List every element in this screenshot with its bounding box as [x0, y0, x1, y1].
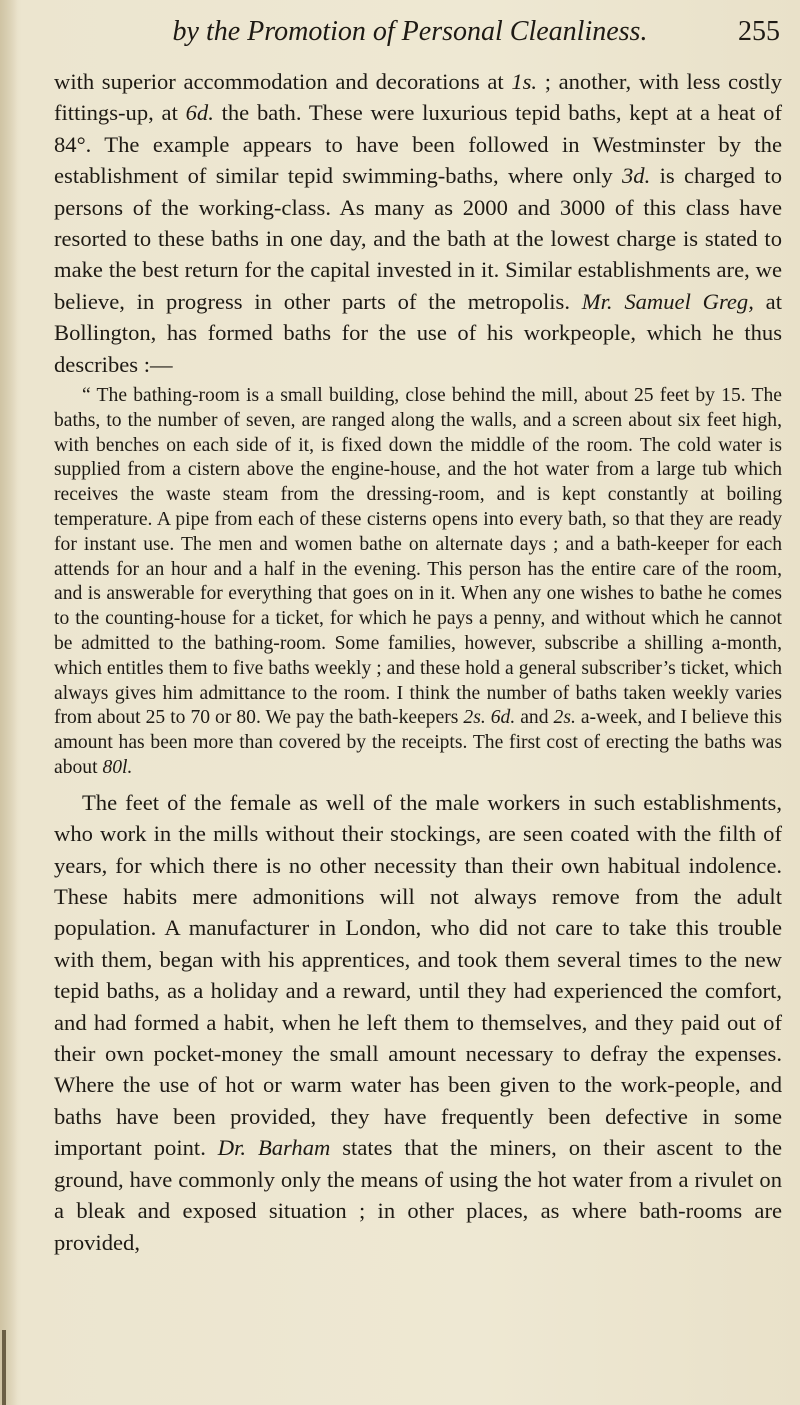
text-run: is charged to persons of the working-class. As many as 2000 and 3000 of this class have resorted to these baths in one day, and the bath at the lowest charge is stated to make the best return for the capital invested in it. Similar establishments are, we believe, in progress in other parts of the metropolis. — [54, 163, 782, 314]
block-quote — [54, 384, 782, 781]
spine-shadow — [0, 0, 18, 1405]
text-run: ; another, with less costly fittings-up, at — [54, 69, 782, 126]
body-text — [54, 66, 782, 1258]
text-run: with superior accommodation and decorations at — [54, 69, 512, 94]
page-number: 255 — [738, 16, 780, 47]
paragraph-baths-intro — [54, 66, 782, 380]
price-pence: 3d. — [622, 163, 651, 189]
text-run: the bath. These were luxurious tepid baths, kept at a heat of 84°. The example appears to have been followed in Westminster by the establishment of similar tepid swimming-baths, where only — [54, 100, 782, 189]
wage-amount: 2s. 6d. — [463, 707, 516, 729]
quote-text: and — [515, 707, 554, 729]
paragraph-female-workers — [54, 787, 782, 1258]
binding-edge-mark — [2, 1330, 6, 1405]
person-name: Mr. Samuel Greg, — [581, 288, 754, 314]
person-name: Dr. Barham — [217, 1135, 331, 1161]
wage-amount: 2s. — [553, 707, 576, 729]
running-head — [40, 12, 780, 52]
text-run: at Bollington, has formed baths for the use of his workpeople, which he thus describes :— — [54, 288, 782, 377]
price-pence: 6d. — [185, 100, 214, 126]
quote-text: “ The bathing-room is a small building, close behind the mill, about 25 feet by 15. The baths, to the number of seven, are ranged along the walls, and a screen about six feet high, with benches on each side of it, is fixed down the middle of the room. The cold water is supplied from a cistern above the engine-house, and the hot water from a large tub which receives the waste steam from the dressing-room, and is kept constantly at boiling temperature. A pipe from each of these cisterns opens into every bath, so that they are ready for instant use. The men and women bathe on alternate days ; and a bath-keeper for each attends for an hour and a half in the evening. This person has the entire care of the room, and is answerable for everything that goes on in it. When any one wishes to bathe he comes to the counting-house for a ticket, for which he pays a penny, and without which he cannot be admitted to the bathing-room. Some families, however, subscribe a shilling a-month, which entitles them to five baths weekly ; and these hold a general subscriber’s ticket, which always gives him admittance to the room. I think the number of baths taken weekly varies from about 25 to 70 or 80. We pay the bath-keepers — [54, 385, 782, 729]
text-run: states that the miners, on their ascent to the ground, have commonly only the means of using the hot water from a rivulet on a bleak and exposed situation ; in other places, as where bath-rooms are provided, — [54, 1135, 783, 1255]
text-run: The feet of the female as well of the male workers in such establishments, who work in the mills without their stockings, are seen coated with the filth of years, for which there is no other necessity than their own habitual indolence. These habits mere admonitions will not always remove from the adult population. A manufacturer in London, who did not care to take this trouble with them, began with his apprentices, and took them several times to the new tepid baths, as a holiday and a reward, until they had experienced the comfort, and had formed a habit, when he left them to themselves, and they paid out of their own pocket-money the small amount necessary to defray the expenses. Where the use of hot or warm water has been given to the work-people, and baths have been provided, they have frequently been defective in some important point. — [54, 789, 782, 1161]
quote-text: a-week, and I believe this amount has been more than covered by the receipts. The first cost of erecting the baths was about — [54, 707, 782, 779]
price-shilling: 1s. — [511, 69, 538, 94]
running-title: by the Promotion of Personal Cleanliness. — [172, 16, 648, 47]
cost-amount: 80l. — [102, 757, 133, 779]
